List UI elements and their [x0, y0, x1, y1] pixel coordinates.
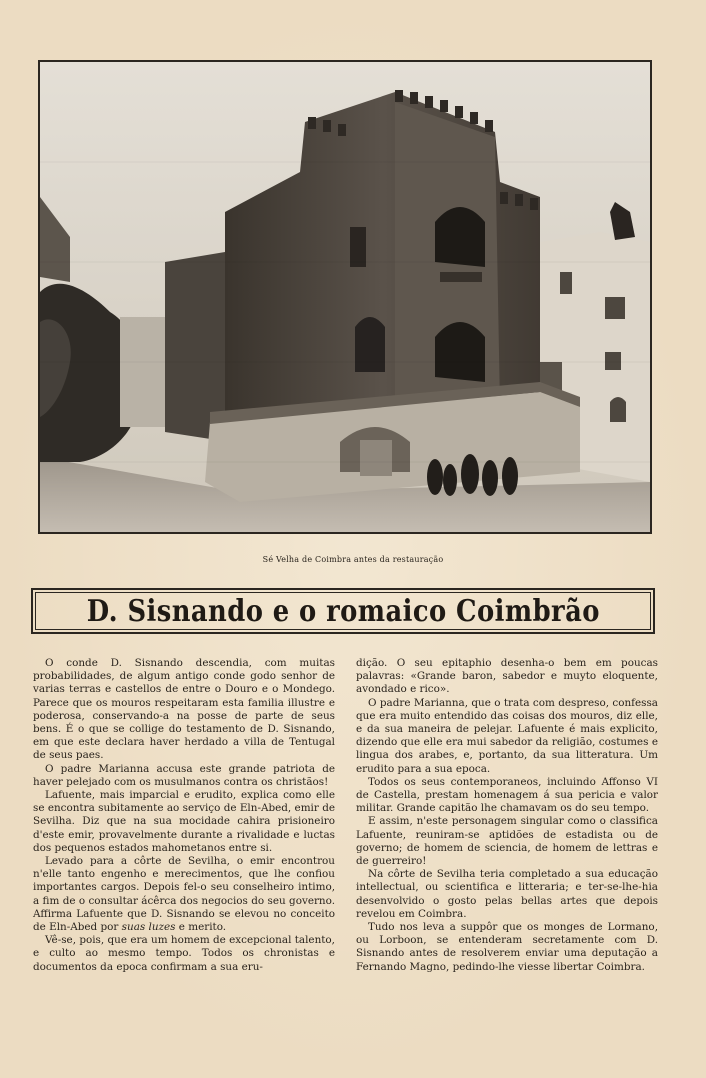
paragraph: O conde D. Sisnando descendia, com muitas probabilidades, de algum antigo conde godo senhor de varias terras e castellos de entre o Douro e o Mondego. Parece que os mouros respeitaram esta familia illustre e poderosa, conservando-a na posse de parte de seus bens. É o que se collige do testamento de D. Sisnando, em que este declara haver herdado a villa de Tentugal de seus paes. [33, 657, 335, 762]
cathedral-photograph [38, 60, 652, 534]
paragraph: Lafuente, mais imparcial e erudito, explica como elle se encontra subitamente ao serviço de Eln-Abed, emir de Sevilha. Diz que na sua mocidade cahira prisioneiro d'este emir, provavelmente durante a rivalidade e luctas dos pequenos estados mahometanos entre si. [33, 789, 335, 854]
paragraph: O padre Marianna accusa este grande patriota de haver pelejado com os musulmanos contra os christãos! [33, 762, 335, 788]
article-title: D. Sisnando e o romaico Coimbrão [86, 593, 600, 629]
left-column [33, 657, 335, 974]
paragraph: O padre Marianna, que o trata com despreso, confessa que era muito entendido das coisas dos mouros, diz elle, e da sua maneira de pelejar. Lafuente é mais explicito, dizendo que elle era mui sabedor da religião, costumes e lingua dos arabes, e, portanto, da sua litteratura. Um erudito para a sua epoca. [356, 696, 658, 775]
paragraph: Tudo nos leva a suppôr que os monges de Lormano, ou Lorboon, se entenderam secretamente com D. Sisnando antes de resolverem enviar uma deputação a Fernando Magno, pedindo-lhe viesse libertar Coimbra. [356, 921, 658, 973]
paragraph: Na côrte de Sevilha teria completado a sua educação intellectual, ou scientifica e litteraria; e ter-se-lhe-hia desenvolvido o gosto pelas bellas artes que depois revelou em Coimbra. [356, 868, 658, 920]
photo-caption: Sé Velha de Coimbra antes da restauração [262, 555, 444, 564]
paragraph: Todos os seus contemporaneos, incluindo Affonso VI de Castella, prestam homenagem á sua pericia e valor militar. Grande capitão lhe chamavam os do seu tempo. [356, 775, 658, 815]
paragraph: dição. O seu epitaphio desenha-o bem em poucas palavras: «Grande baron, sabedor e muyto eloquente, avondado e rico». [356, 657, 658, 696]
paragraph: E assim, n'este personagem singular como o classifica Lafuente, reuniram-se aptidões de estadista ou de governo; de homem de sciencia, de homem de lettras e de guerreiro! [356, 815, 658, 868]
article-title-box [31, 588, 655, 634]
paragraph-text: Levado para a côrte de Sevilha, o emir encontrou n'elle tanto engenho e merecimentos, que lhe confiou importantes cargos. Depois fel-o seu conselheiro intimo, a fim de o consultar ácêrca dos negocios do seu governo. Affirma Lafuente que D. Sisnando se elevou no conceito de Eln-Abed por [33, 855, 335, 934]
paragraph [33, 855, 335, 934]
paragraph: Vê-se, pois, que era um homem de excepcional talento, e culto ao mesmo tempo. Todos os chronistas e documentos da epoca confirmam a sua eru- [33, 934, 335, 973]
right-column [356, 657, 658, 974]
paragraph-tail: e merito. [175, 921, 227, 934]
emphasis-text: suas luzes [121, 921, 176, 934]
